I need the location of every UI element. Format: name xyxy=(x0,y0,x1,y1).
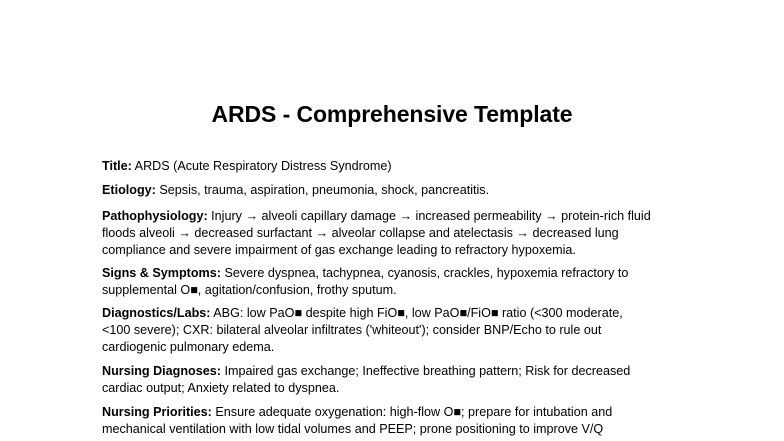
page-title: ARDS - Comprehensive Template xyxy=(211,101,573,127)
pathophysiology-line-2: floods alveoli → decreased surfactant → alveolar collapse and atelectasis → decreased lung xyxy=(102,226,619,240)
etiology-line-1 xyxy=(102,182,702,199)
signs-symptoms-text-1: Severe dyspnea, tachypnea, cyanosis, crackles, hypoxemia refractory to xyxy=(224,266,629,280)
etiology-label: Etiology: xyxy=(102,183,156,197)
etiology-section xyxy=(102,182,702,199)
pathophysiology-line-1 xyxy=(102,208,702,225)
nursing-diagnoses-line-2: cardiac output; Anxiety related to dyspnea. xyxy=(102,381,340,395)
nursing-priorities-label: Nursing Priorities: xyxy=(102,405,212,419)
diagnostics-label: Diagnostics/Labs: xyxy=(102,306,211,320)
title-text: ARDS (Acute Respiratory Distress Syndrome) xyxy=(134,159,392,173)
nursing-priorities-line-2: mechanical ventilation with low tidal volumes and PEEP; prone positioning to improve V/Q xyxy=(102,422,604,436)
nursing-diagnoses-section xyxy=(102,363,702,397)
signs-symptoms-label: Signs & Symptoms: xyxy=(102,266,221,280)
title-label: Title: xyxy=(102,159,132,173)
pathophysiology-label: Pathophysiology: xyxy=(102,209,208,223)
diagnostics-line-2: <100 severe); CXR: bilateral alveolar infiltrates ('whiteout'); consider BNP/Echo to rule out xyxy=(102,323,602,337)
etiology-text: Sepsis, trauma, aspiration, pneumonia, shock, pancreatitis. xyxy=(159,183,490,197)
signs-symptoms-line-1 xyxy=(102,265,702,282)
pathophysiology-text-1: Injury → alveoli capillary damage → increased permeability → protein-rich fluid xyxy=(211,209,651,223)
pathophysiology-line-3: compliance and severe impairment of gas exchange leading to refractory hypoxemia. xyxy=(102,243,576,257)
diagnostics-text-1: ABG: low PaO■ despite high FiO■, low PaO■/FiO■ ratio (<300 moderate, xyxy=(213,306,623,320)
nursing-priorities-line-1 xyxy=(102,404,702,421)
title-section xyxy=(102,158,702,175)
nursing-diagnoses-label: Nursing Diagnoses: xyxy=(102,364,221,378)
diagnostics-line-3: cardiogenic pulmonary edema. xyxy=(102,340,275,354)
signs-symptoms-section xyxy=(102,265,702,299)
nursing-priorities-text-1: Ensure adequate oxygenation: high-flow O■; prepare for intubation and xyxy=(215,405,613,419)
nursing-diagnoses-text-1: Impaired gas exchange; Ineffective breathing pattern; Risk for decreased xyxy=(224,364,631,378)
pathophysiology-section xyxy=(102,208,702,259)
signs-symptoms-line-2: supplemental O■, agitation/confusion, frothy sputum. xyxy=(102,283,397,297)
diagnostics-section xyxy=(102,305,702,356)
nursing-diagnoses-line-1 xyxy=(102,363,702,380)
diagnostics-line-1 xyxy=(102,305,702,322)
nursing-priorities-section xyxy=(102,404,702,438)
title-line-1 xyxy=(102,158,702,175)
